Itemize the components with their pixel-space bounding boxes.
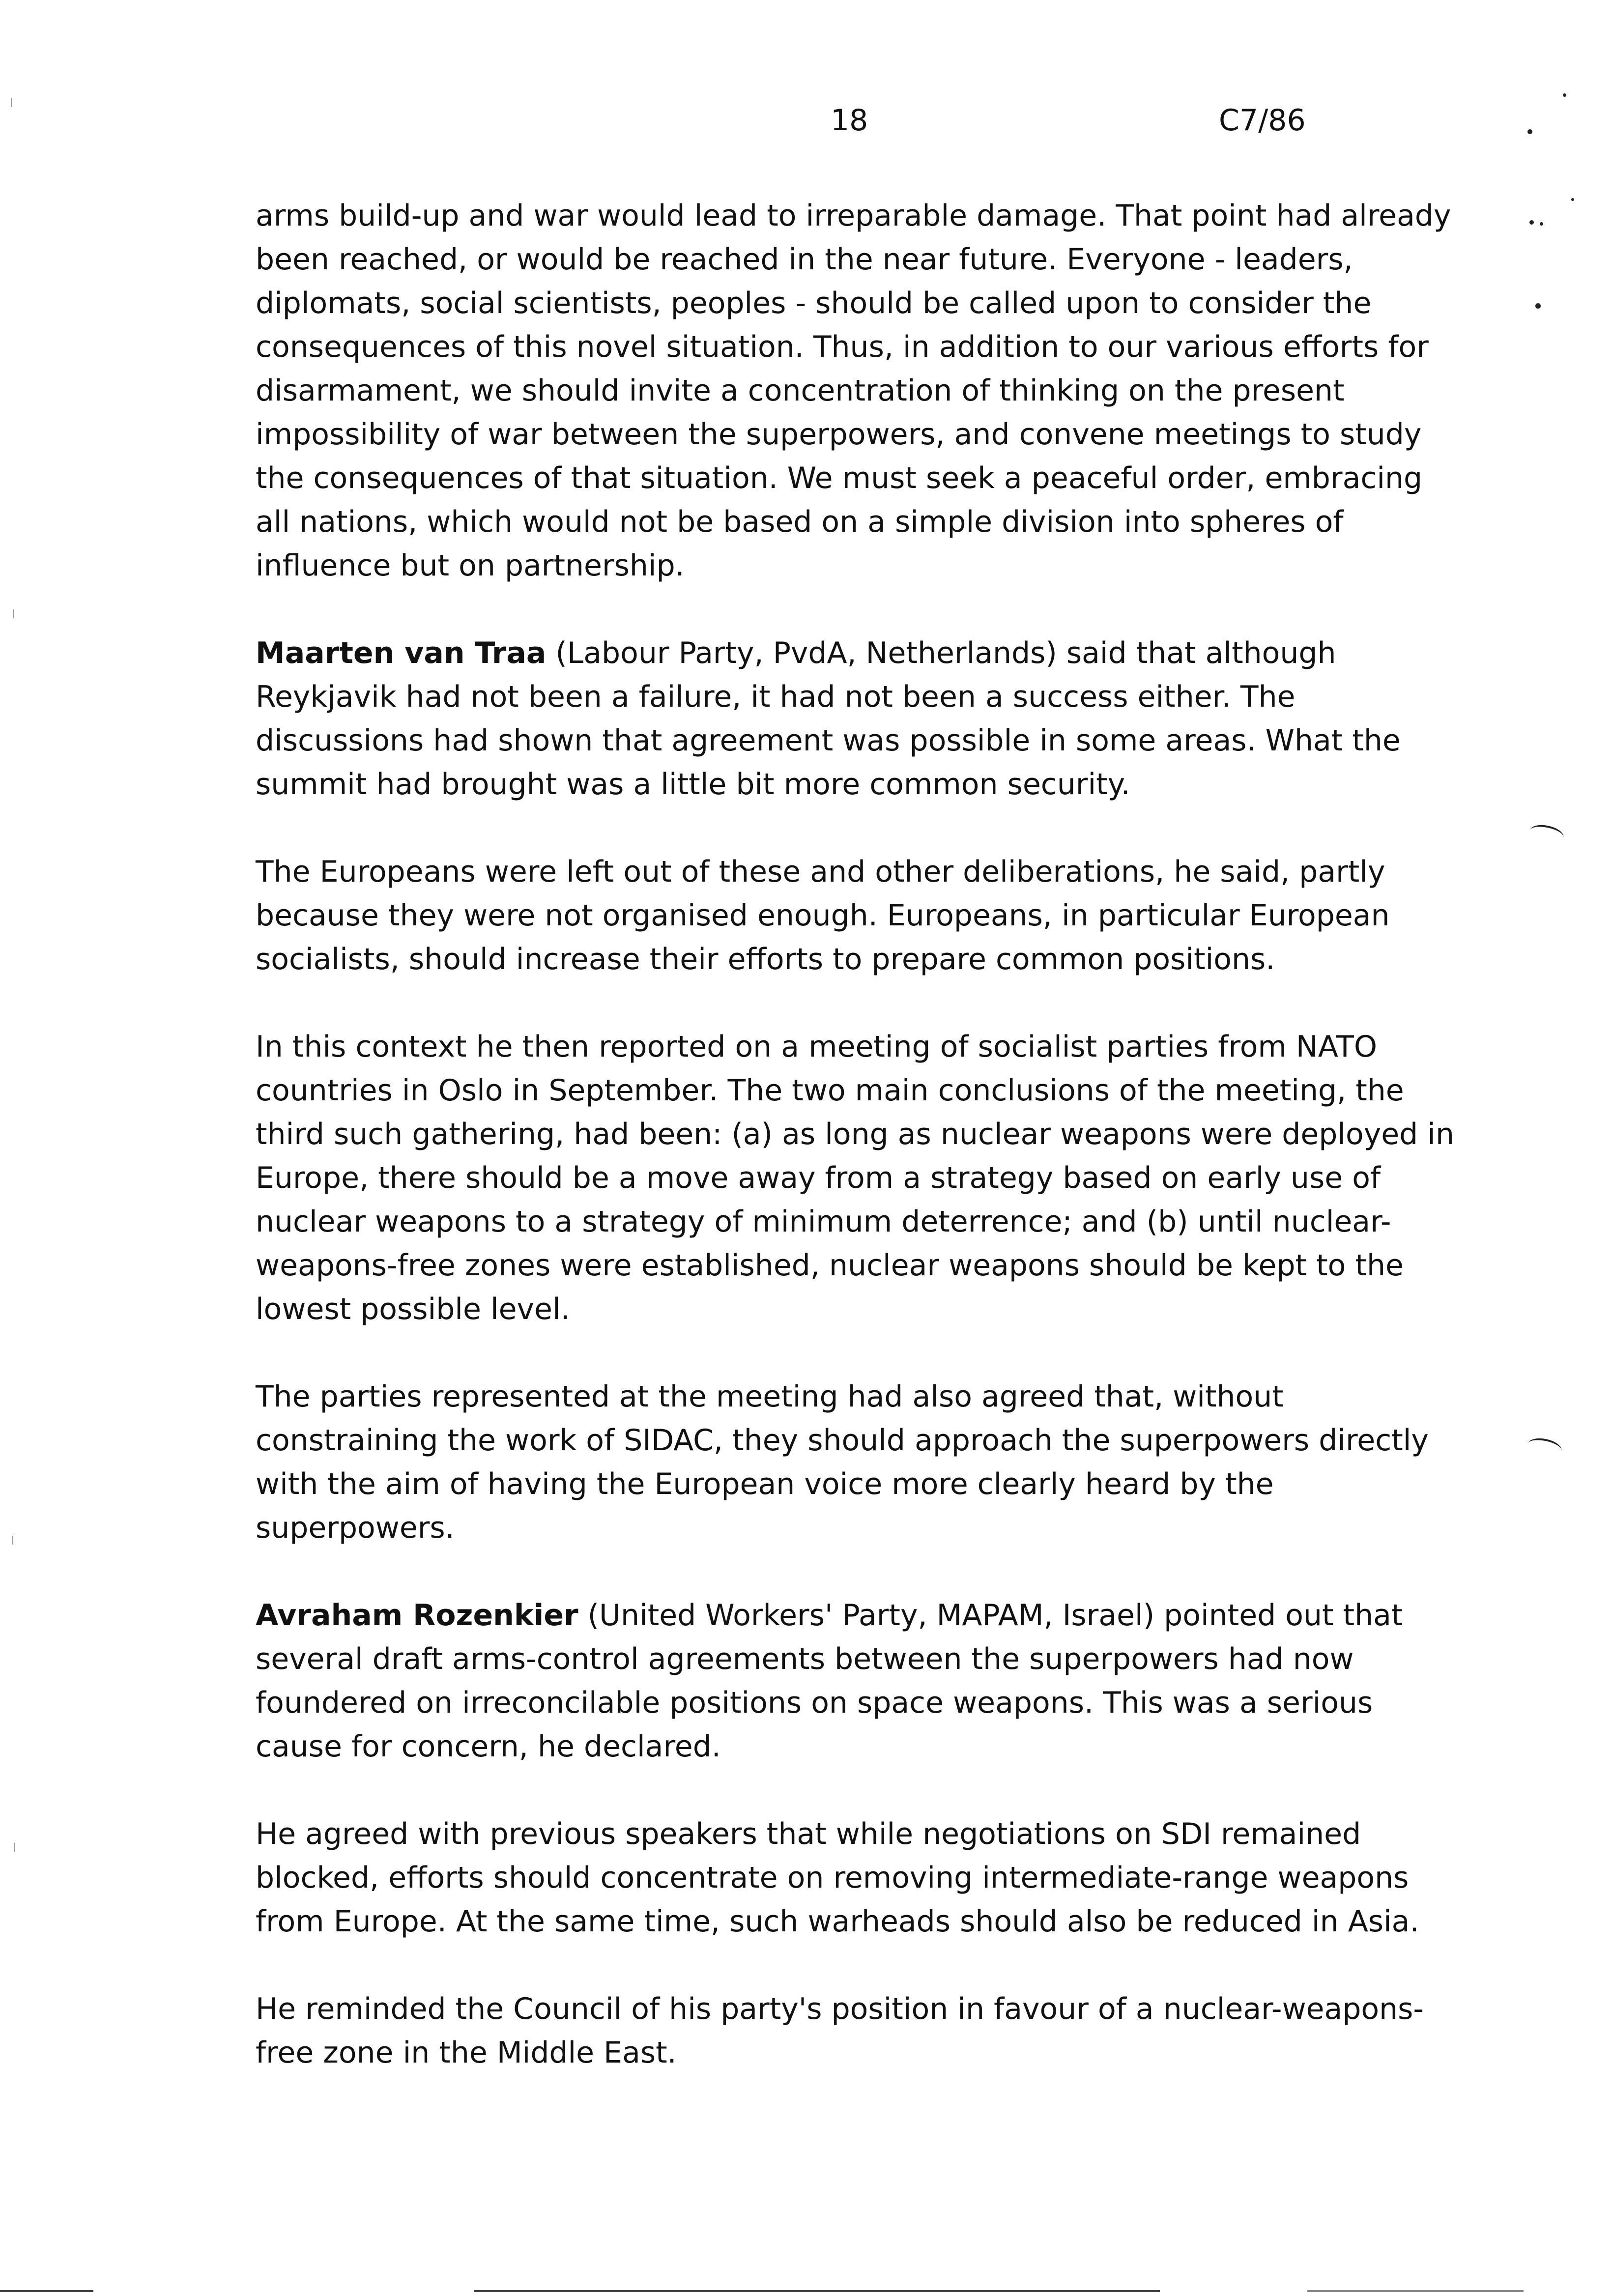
margin-arc-mark [1526, 1435, 1563, 1459]
bottom-scan-line [474, 2290, 1160, 2292]
paragraph-1 [256, 194, 1455, 588]
bottom-scan-line [1307, 2290, 1524, 2292]
speaker-name: Maarten van Traa [256, 636, 547, 670]
paragraph-5-text: The parties represented at the meeting had also agreed that, without constraining the work of SIDAC, they should approach the superpowers directly with the aim of having the European voice more clearly heard by the superpowers. [256, 1379, 1429, 1545]
body-text [256, 194, 1455, 2119]
left-margin-tick [13, 609, 14, 618]
left-margin-tick [14, 1843, 15, 1852]
margin-dot [1527, 129, 1532, 134]
margin-arc-mark [1528, 822, 1565, 846]
left-margin-tick [11, 98, 12, 107]
paragraph-2 [256, 631, 1455, 806]
page-number: 18 [831, 103, 868, 138]
margin-dot [1563, 93, 1566, 97]
margin-dot [1529, 220, 1534, 225]
paragraph-2-text: (Labour Party, PvdA, Netherlands) said that although Reykjavik had not been a failure, it had not been a success either. The discussions had shown that agreement was possible in some areas. What the summit had brought was a little bit more common security. [256, 636, 1401, 802]
left-margin-tick [12, 1536, 13, 1545]
paragraph-4 [256, 1025, 1455, 1331]
paragraph-7 [256, 1812, 1455, 1944]
paragraph-7-text: He agreed with previous speakers that while negotiations on SDI remained blocked, efforts should concentrate on removing intermediate-range weapons from Europe. At the same time, such warheads should also be reduced in Asia. [256, 1817, 1419, 1939]
paragraph-4-text: In this context he then reported on a meeting of socialist parties from NATO countries in Oslo in September. The two main conclusions of the meeting, the third such gathering, had been: (a) as long as nuclear weapons were deployed in Europe, there should be a move away from a strategy based on early use of nuclear weapons to a strategy of minimum deterrence; and (b) until nuclear-weapons-free zones were established, nuclear weapons should be kept to the lowest possible level. [256, 1030, 1454, 1326]
paragraph-6 [256, 1594, 1455, 1769]
margin-dot [1535, 303, 1541, 309]
speaker-name: Avraham Rozenkier [256, 1598, 578, 1633]
paragraph-8 [256, 1987, 1455, 2075]
paragraph-3-text: The Europeans were left out of these and other deliberations, he said, partly because they were not organised enough. Europeans, in particular European socialists, should increase their efforts to prepare common positions. [256, 855, 1390, 976]
paragraph-6-text: (United Workers' Party, MAPAM, Israel) pointed out that several draft arms-control agreements between the superpowers had now foundered on irreconcilable positions on space weapons. This was a serious cause for concern, he declared. [256, 1598, 1403, 1764]
paragraph-3 [256, 850, 1455, 981]
paragraph-1-text: arms build-up and war would lead to irreparable damage. That point had already been reached, or would be reached in the near future. Everyone - leaders, diplomats, social scientists, peoples - should be called upon to consider the consequences of this novel situation. Thus, in addition to our various efforts for disarmament, we should invite a concentration of thinking on the present impossibility of war between the superpowers, and convene meetings to study the consequences of that situation. We must seek a peaceful order, embracing all nations, which would not be based on a simple division into spheres of influence but on partnership. [256, 199, 1451, 583]
bottom-scan-line [0, 2290, 93, 2292]
paragraph-5 [256, 1375, 1455, 1550]
margin-dot [1571, 198, 1574, 201]
document-code: C7/86 [1219, 103, 1306, 138]
paragraph-8-text: He reminded the Council of his party's position in favour of a nuclear-weapons-free zone in the Middle East. [256, 1992, 1424, 2070]
margin-dot [1540, 222, 1543, 226]
